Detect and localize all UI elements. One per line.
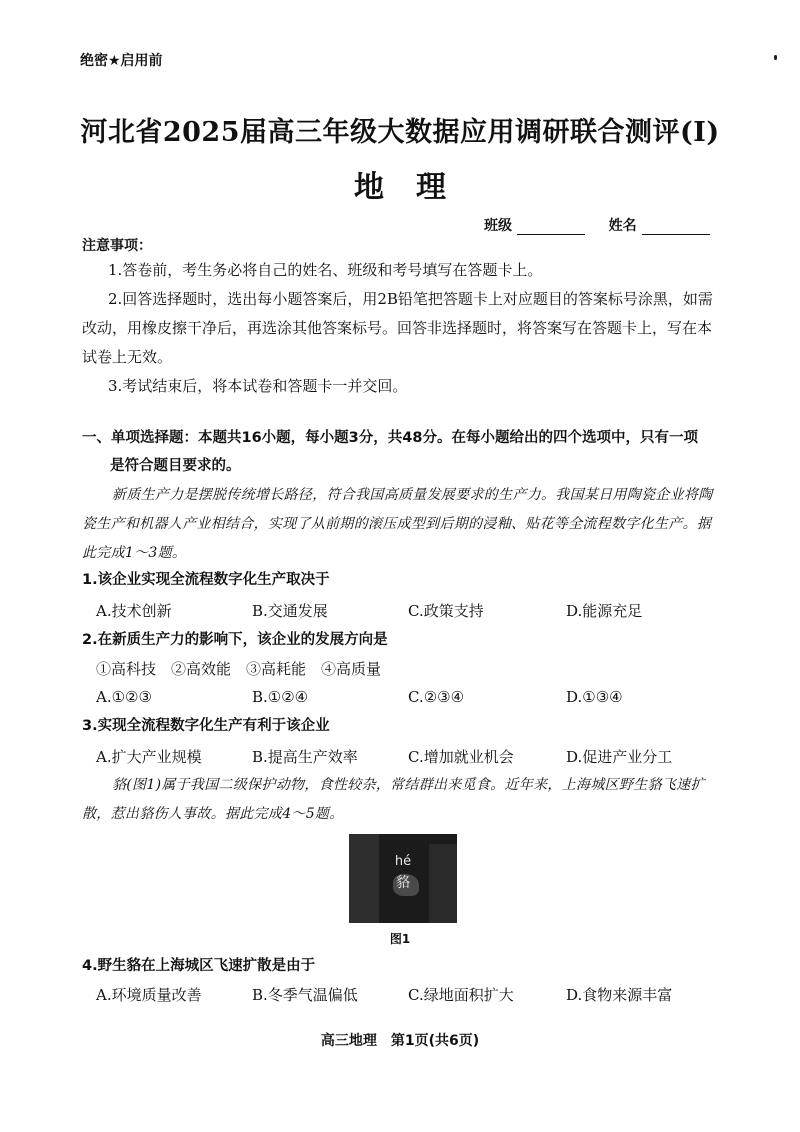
confidential-label: 绝密★启用前 <box>80 53 163 69</box>
figure-char: 貉 <box>396 875 410 891</box>
q2-option-b: B.①②④ <box>252 688 309 706</box>
raccoon-dog-photo <box>349 834 457 923</box>
material-paragraph-2: 貉(图1)属于我国二级保护动物，食性较杂，常结群出来觅食。近年来，上海城区野生貉飞速扩散，惹出貉伤人事故。据此完成4～5题。 <box>82 777 705 822</box>
notes-heading: 注意事项： <box>82 238 152 254</box>
q4-option-d: D.食物来源丰富 <box>566 986 673 1004</box>
q2-choices: ①高科技 ②高效能 ③高耗能 ④高质量 <box>96 660 382 678</box>
question-stem-2: 2.在新质生产力的影响下，该企业的发展方向是 <box>82 632 388 648</box>
q1-option-d: D.能源充足 <box>566 602 643 620</box>
note-item-3: 3.考试结束后，将本试卷和答题卡一并交回。 <box>108 377 408 395</box>
section-line-1: 一、单项选择题：本题共16小题，每小题3分，共48分。在每小题给出的四个选项中，只有一项 <box>82 430 698 446</box>
q1-option-b: B.交通发展 <box>252 602 328 620</box>
page-footer: 高三地理 第1页(共6页) <box>320 1033 480 1049</box>
exam-title: 河北省2025届高三年级大数据应用调研联合测评(Ⅰ) <box>80 117 720 148</box>
q4-option-b: B.冬季气温偏低 <box>252 986 358 1004</box>
subject-title <box>0 162 800 206</box>
note-item-2: 2.回答选择题时，选出每小题答案后，用2B铅笔把答题卡上对应题目的答案标号涂黑，如需改动，用橡皮擦干净后，再选涂其他答案标号。回答非选择题时，将答案写在答题卡上，写在本试卷上无效。 <box>82 290 713 366</box>
q2-option-a: A.①②③ <box>96 688 152 706</box>
material-paragraph-1: 新质生产力是摆脱传统增长路径，符合我国高质量发展要求的生产力。我国某日用陶瓷企业将陶瓷生产和机器人产业相结合，实现了从前期的滚压成型到后期的浸釉、贴花等全流程数字化生产。据此完成1～3题。 <box>82 487 713 561</box>
q1-option-c: C.政策支持 <box>408 602 484 620</box>
subject-char-2: 理 <box>416 170 446 205</box>
q2-option-d: D.①③④ <box>566 688 623 706</box>
figure-caption: 图1 <box>389 932 411 946</box>
q3-option-d: D.促进产业分工 <box>566 748 673 766</box>
class-label: 班级 <box>484 218 512 234</box>
q4-option-c: C.绿地面积扩大 <box>408 986 514 1004</box>
scan-mark <box>774 55 777 60</box>
q2-option-c: C.②③④ <box>408 688 465 706</box>
q1-option-a: A.技术创新 <box>96 602 172 620</box>
question-stem-3: 3.实现全流程数字化生产有利于该企业 <box>82 718 330 734</box>
note-item-1: 1.答卷前，考生务必将自己的姓名、班级和考号填写在答题卡上。 <box>108 261 543 279</box>
figure-pinyin: hé <box>394 854 412 869</box>
section-heading <box>82 424 730 480</box>
q3-option-b: B.提高生产效率 <box>252 748 358 766</box>
question-stem-1: 1.该企业实现全流程数字化生产取决于 <box>82 572 330 588</box>
section-line-2: 是符合题目要求的。 <box>110 458 241 474</box>
class-blank[interactable] <box>517 220 585 235</box>
q4-option-a: A.环境质量改善 <box>96 986 202 1004</box>
subject-char-1: 地 <box>354 170 384 205</box>
q3-option-a: A.扩大产业规模 <box>96 748 202 766</box>
class-name-line <box>484 215 710 235</box>
q3-option-c: C.增加就业机会 <box>408 748 514 766</box>
name-label: 姓名 <box>608 218 637 234</box>
question-stem-4: 4.野生貉在上海城区飞速扩散是由于 <box>82 958 316 974</box>
name-blank[interactable] <box>642 220 710 235</box>
